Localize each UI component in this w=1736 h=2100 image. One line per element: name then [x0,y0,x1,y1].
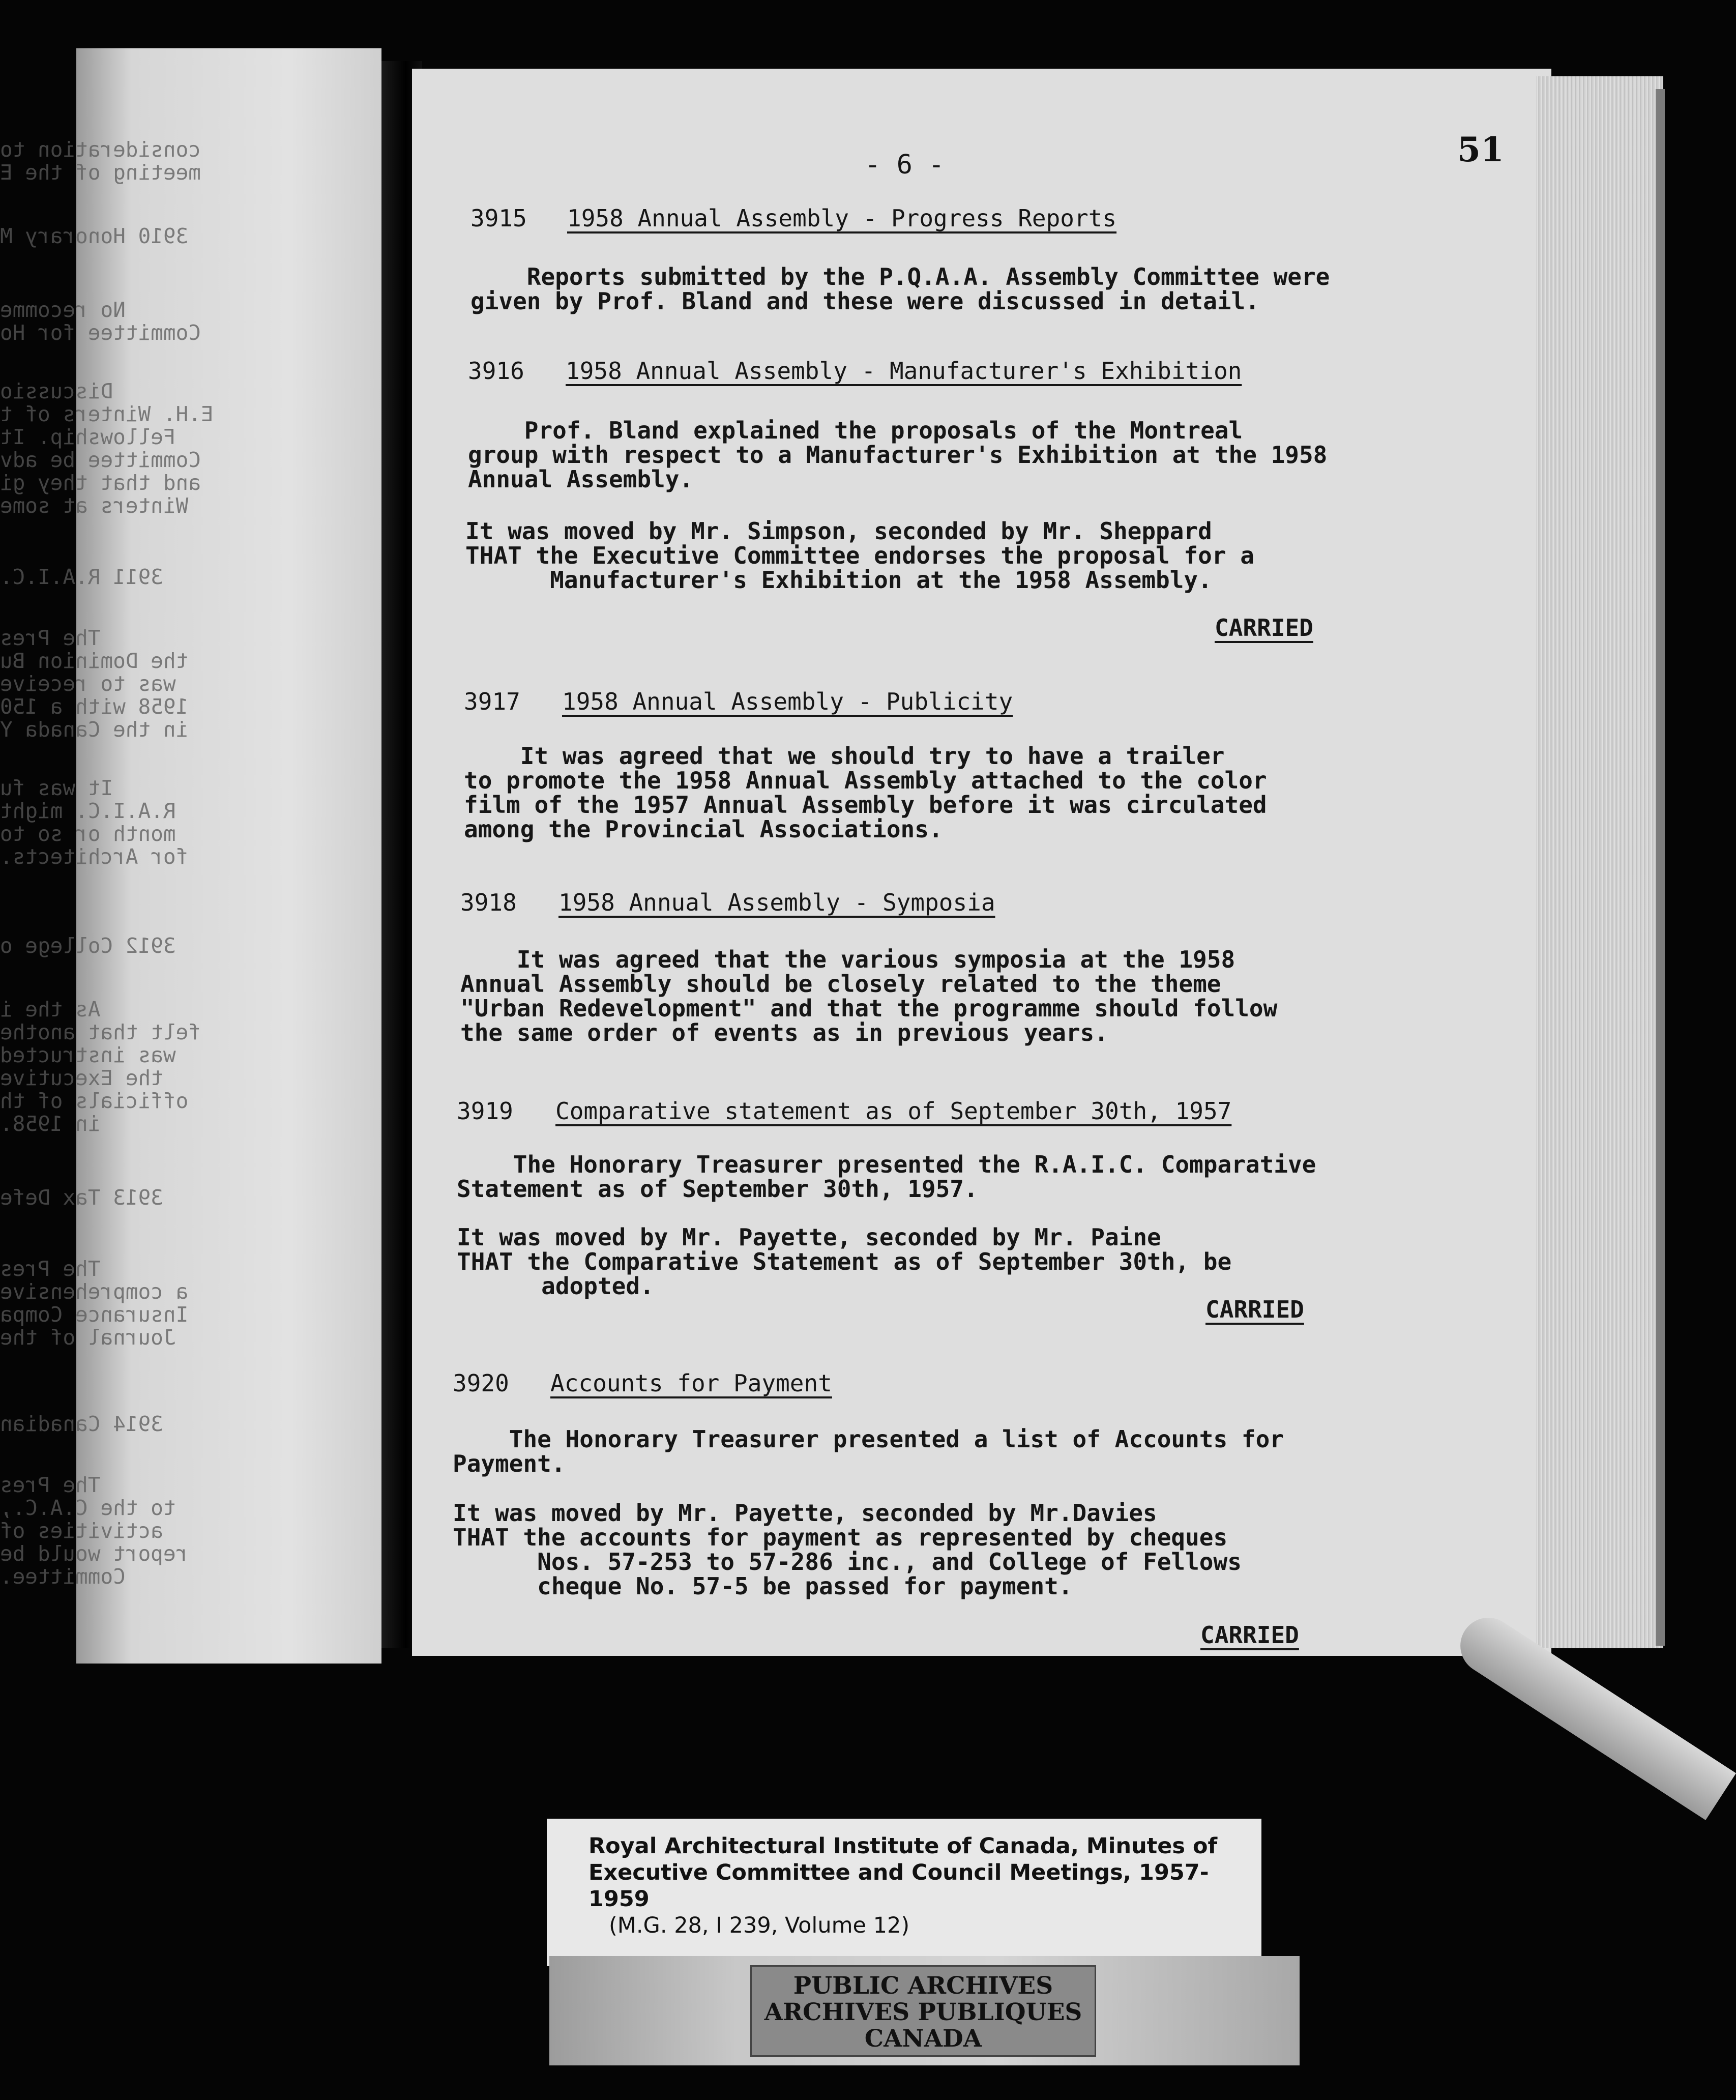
left-bleed-line: 3912 College o [0,934,176,958]
left-bleed-line: meeting of the E [0,160,201,185]
item-title: 1958 Annual Assembly - Symposia [558,889,995,916]
item-body-line: Annual Assembly should be closely related to the theme [460,970,1221,998]
motion-line: THAT the accounts for payment as represented by cheques [453,1524,1228,1551]
item-body-line: Payment. [453,1450,566,1477]
left-bleed-line: E.H. Winters of t [0,402,214,426]
left-bleed-line: As the i [0,997,101,1022]
motion-line: THAT the Comparative Statement as of September 30th, be [457,1248,1232,1275]
item-title: Accounts for Payment [550,1369,832,1397]
left-bleed-line: R.A.I.C. might [0,799,176,823]
item-number: 3915 [470,205,527,232]
item-body-line: film of the 1957 Annual Assembly before it was circulated [464,791,1267,819]
archive-caption-label [547,1819,1261,1966]
page-number-marker: - 6 - [865,150,945,180]
left-bleed-line: Committee be adv [0,448,201,472]
folio-number: 51 [1457,130,1504,169]
left-bleed-line: a comprehensive [0,1279,189,1304]
motion-line: THAT the Executive Committee endorses the proposal for a [465,542,1254,569]
left-bleed-line: Winters at some [0,493,189,518]
left-bleed-line: month or so to [0,822,176,846]
item-body-line: The Honorary Treasurer presented a list of Accounts for [453,1425,1284,1453]
left-bleed-line: Discussio [0,379,113,403]
left-bleed-line: and that they gi [0,471,201,495]
item-body-line: given by Prof. Bland and these were discussed in detail. [470,287,1259,315]
item-body-line: Reports submitted by the P.Q.A.A. Assembly Committee were [470,263,1330,290]
left-bleed-line: The Pres [0,1257,101,1281]
item-body-line: It was agreed that we should try to have a trailer [464,742,1225,770]
item-number: 3918 [460,889,517,916]
item-title: Comparative statement as of September 30th, 1957 [555,1097,1232,1125]
left-bleed-line: 3914 Canadian [0,1412,163,1436]
left-bleed-line: officials of th [0,1089,189,1113]
left-bleed-line: Committee for Ho [0,320,201,345]
item-body-line: Annual Assembly. [468,465,694,493]
left-bleed-line: Committee. [0,1564,126,1589]
item-number: 3919 [457,1097,513,1125]
motion-line: cheque No. 57-5 be passed for payment. [453,1572,1073,1600]
left-bleed-line: 3910 Honorary M [0,224,189,248]
item-title: 1958 Annual Assembly - Manufacturer's Exhibition [566,357,1242,385]
item-body-line: Statement as of September 30th, 1957. [457,1175,978,1203]
item-body-line: the same order of events as in previous years. [460,1019,1108,1046]
motion-line: It was moved by Mr. Simpson, seconded by Mr. Sheppard [465,517,1212,545]
stamp-line: CANADA [864,2025,982,2053]
motion-line: Manufacturer's Exhibition at the 1958 Assembly. [465,566,1212,594]
left-bleed-line: was to receive [0,672,176,696]
caption-line: (M.G. 28, I 239, Volume 12) [609,1913,910,1938]
item-body-line: among the Provincial Associations. [464,815,943,843]
left-bleed-line: in the Canada Y [0,717,189,742]
left-bleed-line: No recomme [0,298,126,322]
stamp-line: PUBLIC ARCHIVES [793,1972,1053,2000]
carried-label: CARRIED [1205,1296,1304,1323]
left-bleed-line: for Architects. [0,844,189,869]
left-page-bleed-text [0,48,381,1664]
left-bleed-line: Journal of the [0,1325,176,1350]
left-facing-page [0,48,381,1664]
left-bleed-line: felt that anothe [0,1020,201,1044]
item-body-line: group with respect to a Manufacturer's Exhibition at the 1958 [468,441,1328,469]
left-bleed-line: Fellowship. It [0,425,176,449]
left-bleed-line: 1958 with a 150 [0,694,189,719]
item-number: 3920 [453,1369,509,1397]
page-stack-edge [1536,76,1663,1648]
archives-stamp-strip [549,1956,1300,2065]
item-title: 1958 Annual Assembly - Publicity [562,688,1013,715]
left-bleed-line: The Pres [0,626,101,650]
item-body-line: The Honorary Treasurer presented the R.A.I.C. Comparative [457,1151,1316,1178]
caption-line: Royal Architectural Institute of Canada, Minutes of [589,1833,1218,1859]
item-body-line: "Urban Redevelopment" and that the programme should follow [460,995,1278,1022]
left-bleed-line: in 1958. [0,1112,101,1136]
left-bleed-line: consideration to [0,137,201,162]
left-bleed-line: report would be [0,1541,189,1566]
item-title: 1958 Annual Assembly - Progress Reports [567,205,1117,232]
item-number: 3916 [468,357,524,385]
page-stack-shadow [1656,89,1665,1646]
left-bleed-line: 3913 Tax Defe [0,1185,163,1210]
left-bleed-line: It was fu [0,776,113,800]
left-bleed-line: to the C.A.C., [0,1496,176,1520]
motion-line: adopted. [457,1272,654,1300]
carried-label: CARRIED [1200,1621,1299,1649]
left-bleed-line: the Executive [0,1066,163,1090]
motion-line: It was moved by Mr. Payette, seconded by Mr. Paine [457,1223,1161,1251]
left-bleed-line: The Pres [0,1473,101,1497]
item-body-line: Prof. Bland explained the proposals of the Montreal [468,417,1243,444]
item-body-line: It was agreed that the various symposia at the 1958 [460,946,1235,973]
left-bleed-line: the Dominion Bu [0,649,189,673]
carried-label: CARRIED [1215,614,1313,641]
left-bleed-line: activities of [0,1519,163,1543]
caption-line: Executive Committee and Council Meetings, 1957-1959 [589,1860,1209,1912]
item-body-line: to promote the 1958 Annual Assembly attached to the color [464,767,1267,794]
left-bleed-line: was instructed [0,1043,176,1067]
left-bleed-line: Insurance Compa [0,1302,189,1327]
left-bleed-line: 3911 R.A.I.C. [0,565,163,589]
motion-line: Nos. 57-253 to 57-286 inc., and College of Fellows [453,1548,1242,1576]
stamp-line: ARCHIVES PUBLIQUES [764,1998,1082,2026]
item-number: 3917 [464,688,520,715]
archives-stamp [750,1965,1096,2057]
motion-line: It was moved by Mr. Payette, seconded by Mr.Davies [453,1499,1157,1527]
